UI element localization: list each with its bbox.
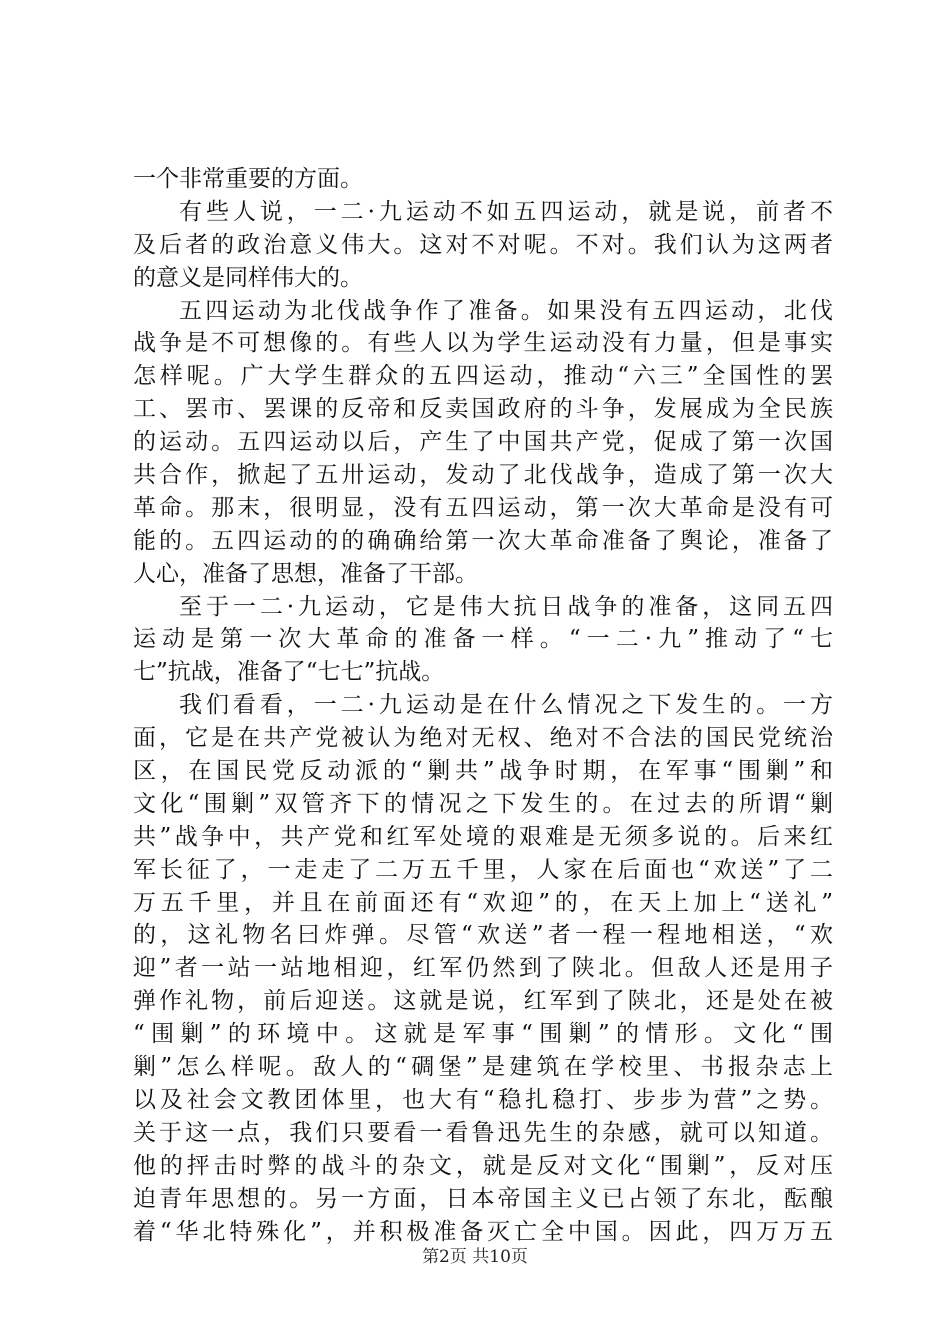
text-line: 区，在国民党反动派的“剿共”战争时期，在军事“围剿”和 [133,758,833,785]
text-line: 以及社会文教团体里，也大有“稳扎稳打、步步为营”之势。 [133,1086,833,1113]
text-line: 运动是第一次大革命的准备一样。“一二·九”推动了“七 [133,626,833,653]
text-line: 他的抨击时弊的战斗的杂文，就是反对文化“围剿”，反对压 [133,1152,833,1179]
text-line: 万五千里，并且在前面还有“欢迎”的，在天上加上“送礼” [133,889,833,916]
page-number-footer: 第2页 共10页 [422,1247,528,1267]
text-line: 弹作礼物，前后迎送。这就是说，红军到了陕北，还是处在被 [133,988,833,1015]
text-line: 怎样呢。广大学生群众的五四运动，推动“六三”全国性的罢 [133,363,833,390]
text-line: 能的。五四运动的的确确给第一次大革命准备了舆论，准备了 [133,527,833,554]
text-line: 及后者的政治意义伟大。这对不对呢。不对。我们认为这两者 [133,231,833,258]
text-line: 共合作，掀起了五卅运动，发动了北伐战争，造成了第一次大 [133,462,833,489]
text-line: 迫青年思想的。另一方面，日本帝国主义已占领了东北，酝酿 [133,1185,833,1212]
document-body [133,163,833,1248]
text-line: 七”抗战，准备了“七七”抗战。 [133,659,445,686]
text-line: 的意义是同样伟大的。 [133,264,363,291]
text-line: 革命。那末，很明显，没有五四运动，第一次大革命是没有可 [133,494,833,521]
text-line: 军长征了，一走走了二万五千里，人家在后面也“欢送”了二 [133,856,833,883]
text-line: 一个非常重要的方面。 [133,166,363,192]
text-line: 关于这一点，我们只要看一看鲁迅先生的杂感，就可以知道。 [133,1119,833,1146]
text-line: 我们看看，一二·九运动是在什么情况之下发生的。一方 [179,692,833,719]
text-line: 有些人说，一二·九运动不如五四运动，就是说，前者不 [179,198,833,225]
text-line: 文化“围剿”双管齐下的情况之下发生的。在过去的所谓“剿 [133,790,833,817]
text-line: 着“华北特殊化”，并积极准备灭亡全中国。因此，四万万五 [133,1218,833,1245]
text-line: 人心，准备了思想，准备了干部。 [133,560,478,587]
text-line: 共”战争中，共产党和红军处境的艰难是无须多说的。后来红 [133,823,833,850]
text-line: 的，这礼物名曰炸弹。尽管“欢送”者一程一程地相送，“欢 [133,922,833,949]
text-line: 剿”怎么样呢。敌人的“碉堡”是建筑在学校里、书报杂志上 [133,1054,833,1081]
text-line: 面，它是在共产党被认为绝对无权、绝对不合法的国民党统治 [133,725,833,752]
text-line: 的运动。五四运动以后，产生了中国共产党，促成了第一次国 [133,429,833,456]
text-line: 五四运动为北伐战争作了准备。如果没有五四运动，北伐 [179,297,833,324]
text-line: 工、罢市、罢课的反帝和反卖国政府的斗争，发展成为全民族 [133,396,833,423]
text-line: 战争是不可想像的。有些人以为学生运动没有力量，但是事实 [133,330,833,357]
text-line: “围剿”的环境中。这就是军事“围剿”的情形。文化“围 [133,1021,833,1048]
text-line: 至于一二·九运动，它是伟大抗日战争的准备，这同五四 [179,593,833,620]
text-line: 迎”者一站一站地相迎，红军仍然到了陕北。但敌人还是用子 [133,955,833,982]
